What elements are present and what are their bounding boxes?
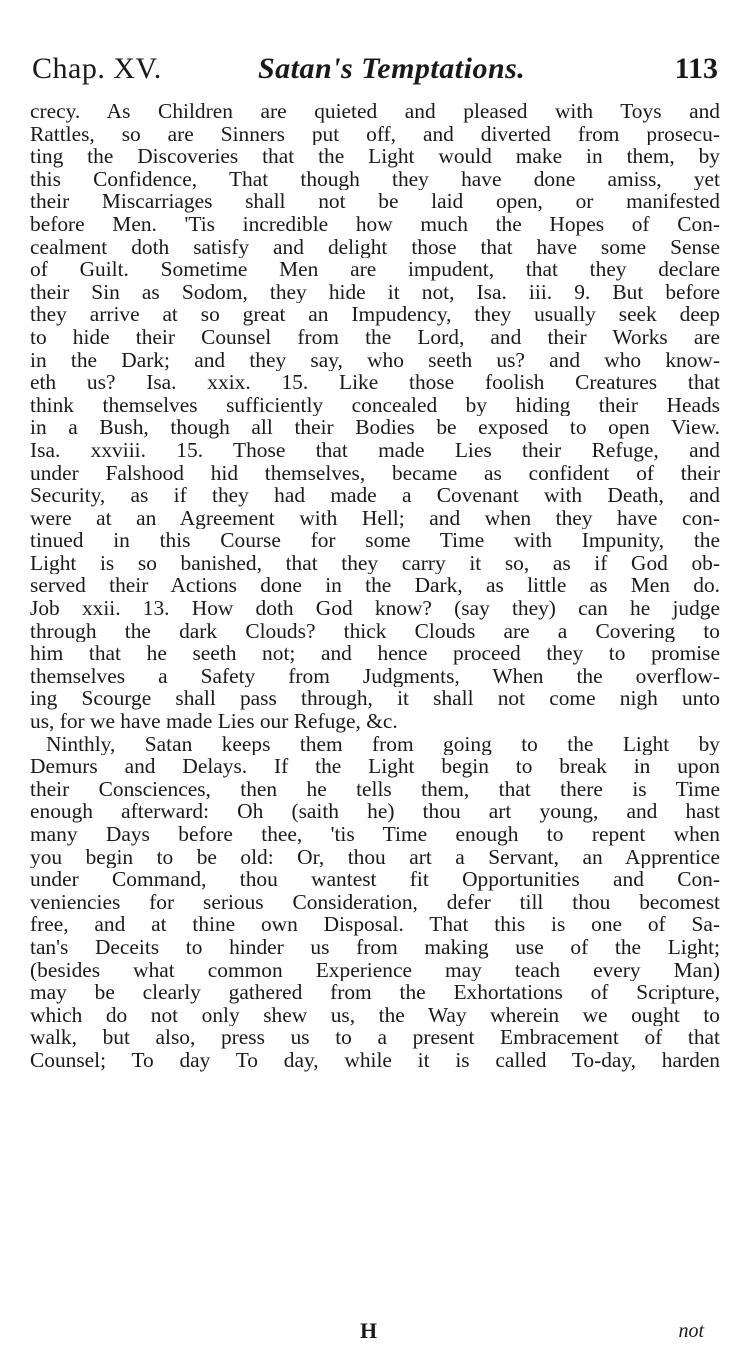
text-line: us, for we have made Lies our Refuge, &c. bbox=[30, 710, 398, 733]
text-line: veniencies for serious Consideration, defer till thou becomest bbox=[30, 890, 720, 914]
text-line: of Guilt. Sometime Men are impudent, that they declare bbox=[30, 258, 720, 281]
text-line: this Confidence, That though they have done amiss, yet bbox=[30, 167, 720, 191]
text-line: in the Dark; and they say, who seeth us? and who know- bbox=[30, 348, 720, 372]
chapter-label: Chap. XV. bbox=[32, 52, 162, 85]
text-line: their Miscarriages shall not be laid open, or manifested bbox=[30, 190, 720, 213]
paragraph-start-line: Ninthly, Satan keeps them from going to the Light by bbox=[46, 732, 720, 756]
running-title: Satan's Temptations. bbox=[258, 52, 526, 85]
text-line: were at an Agreement with Hell; and when they have con- bbox=[30, 506, 720, 530]
text-line: you begin to be old: Or, thou art a Servant, an Apprentice bbox=[30, 845, 720, 869]
text-line: Rattles, so are Sinners put off, and diverted from prosecu- bbox=[30, 122, 720, 146]
text-line: (besides what common Experience may teach every Man) bbox=[30, 958, 720, 982]
page-footer bbox=[0, 1318, 750, 1348]
catchword: not bbox=[678, 1320, 704, 1342]
text-line: under Falshood hid themselves, became as confident of their bbox=[30, 461, 720, 485]
text-line: under Command, thou wantest fit Opportunities and Con- bbox=[30, 868, 720, 891]
text-line: Light is so banished, that they carry it so, as if God ob- bbox=[30, 551, 720, 575]
text-line: enough afterward: Oh (saith he) thou art young, and hast bbox=[30, 800, 720, 823]
text-line: they arrive at so great an Impudency, they usually seek deep bbox=[30, 303, 720, 326]
text-line: crecy. As Children are quieted and pleased with Toys and bbox=[30, 100, 720, 123]
running-header bbox=[32, 52, 718, 102]
text-line: many Days before thee, 'tis Time enough to repent when bbox=[30, 823, 720, 846]
text-line: ing Scourge shall pass through, it shall not come nigh unto bbox=[30, 687, 720, 711]
signature-mark: H bbox=[360, 1318, 378, 1343]
text-line: themselves a Safety from Judgments, When the overflow- bbox=[30, 664, 720, 688]
text-line: Counsel; To day To day, while it is called To-day, harden bbox=[30, 1048, 720, 1072]
text-line: Isa. xxviii. 15. Those that made Lies their Refuge, and bbox=[30, 438, 720, 462]
text-line: their Consciences, then he tells them, that there is Time bbox=[30, 777, 720, 801]
text-line: in a Bush, though all their Bodies be exposed to open View. bbox=[30, 416, 720, 439]
text-line: Demurs and Delays. If the Light begin to break in upon bbox=[30, 755, 720, 778]
text-line: their Sin as Sodom, they hide it not, Isa. iii. 9. But before bbox=[30, 280, 720, 304]
text-line: cealment doth satisfy and delight those that have some Sense bbox=[30, 235, 720, 259]
page-number: 113 bbox=[674, 52, 718, 85]
text-line: free, and at thine own Disposal. That this is one of Sa- bbox=[30, 913, 720, 936]
text-line: served their Actions done in the Dark, as little as Men do. bbox=[30, 574, 720, 598]
page-body-text bbox=[30, 100, 720, 1072]
text-line: may be clearly gathered from the Exhortations of Scripture, bbox=[30, 981, 720, 1004]
text-line: eth us? Isa. xxix. 15. Like those foolish Creatures that bbox=[30, 371, 720, 394]
text-line: which do not only shew us, the Way wherein we ought to bbox=[30, 1003, 720, 1027]
text-line: him that he seeth not; and hence proceed they to promise bbox=[30, 642, 720, 665]
text-line: Security, as if they had made a Covenant with Death, and bbox=[30, 484, 720, 507]
text-line: Job xxii. 13. How doth God know? (say they) can he judge bbox=[30, 597, 720, 620]
text-line: tinued in this Course for some Time with Impunity, the bbox=[30, 529, 720, 552]
text-line: think themselves sufficiently concealed by hiding their Heads bbox=[30, 393, 720, 417]
text-line: tan's Deceits to hinder us from making use of the Light; bbox=[30, 935, 720, 959]
text-line: to hide their Counsel from the Lord, and their Works are bbox=[30, 325, 720, 349]
text-line: walk, but also, press us to a present Embracement of that bbox=[30, 1026, 720, 1049]
text-line: through the dark Clouds? thick Clouds are a Covering to bbox=[30, 619, 720, 643]
text-line: ting the Discoveries that the Light would make in them, by bbox=[30, 145, 720, 168]
text-line: before Men. 'Tis incredible how much the Hopes of Con- bbox=[30, 212, 720, 236]
